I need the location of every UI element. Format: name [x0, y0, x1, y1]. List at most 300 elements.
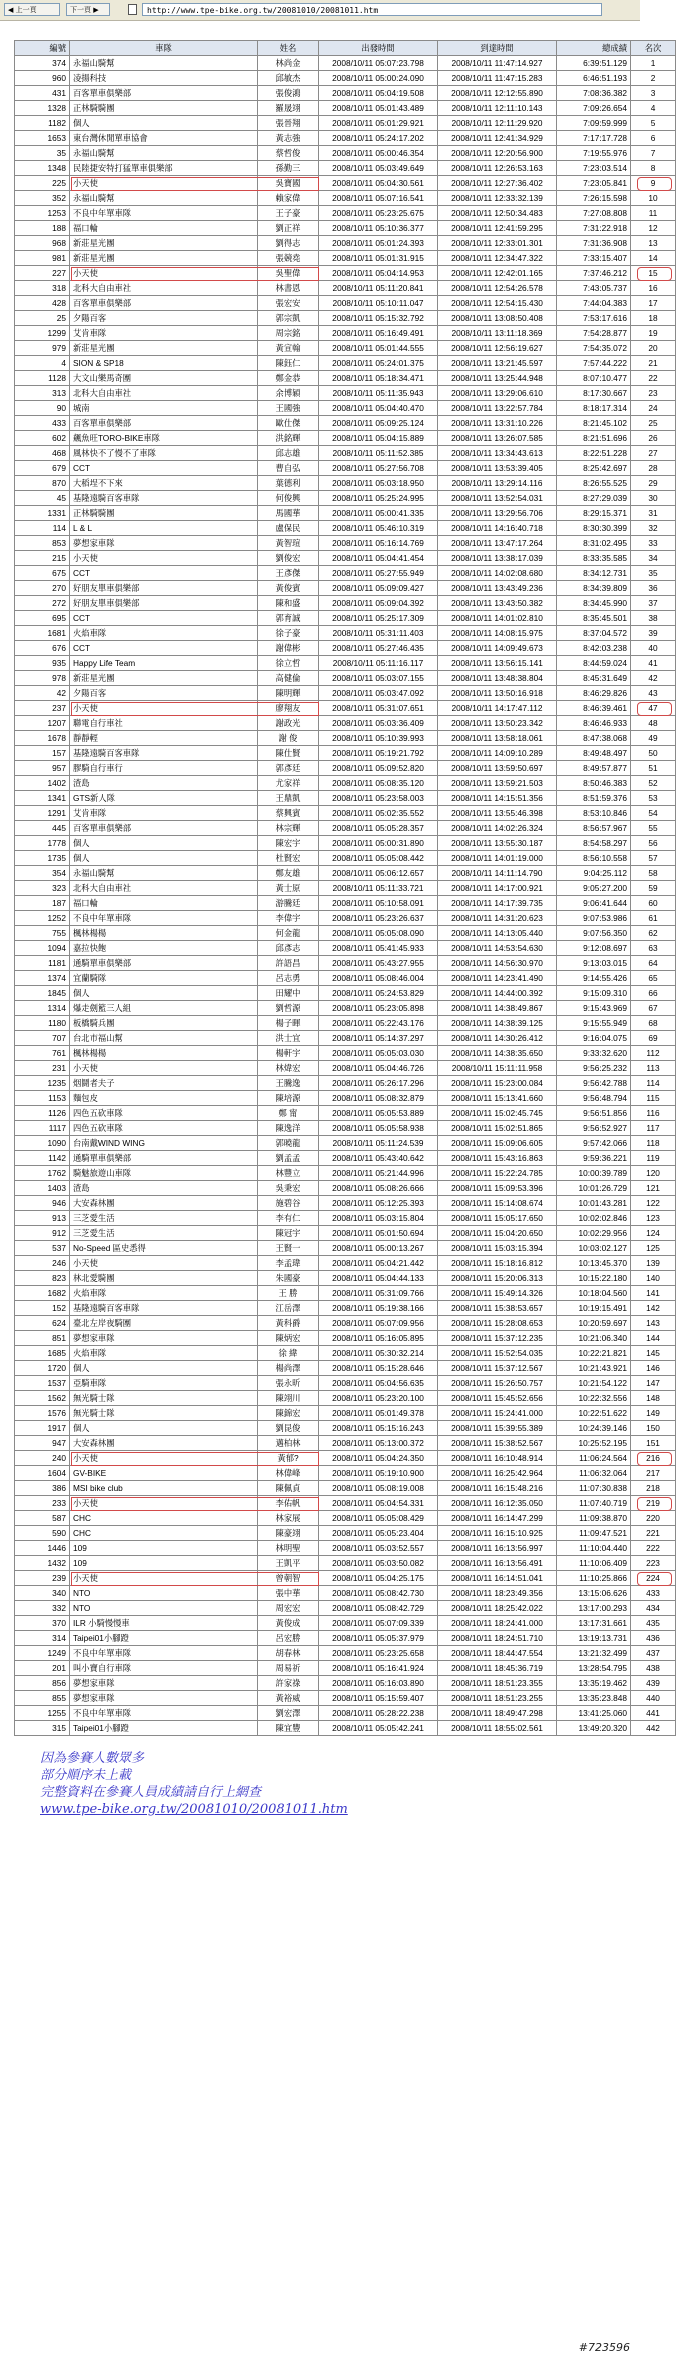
- cell-total: 9:56:51.856: [557, 1106, 631, 1121]
- cell-total: 9:13:03.015: [557, 956, 631, 971]
- cell-start: 2008/10/11 05:15:16.243: [319, 1421, 438, 1436]
- table-row: [15, 1256, 676, 1271]
- cell-team: 通騎單車俱樂部: [70, 956, 258, 971]
- cell-rank: 68: [631, 1016, 676, 1031]
- cell-finish: 2008/10/11 13:43:49.236: [438, 581, 557, 596]
- cell-id: 340: [15, 1586, 70, 1601]
- cell-start: 2008/10/11 05:16:03.890: [319, 1676, 438, 1691]
- note-line-2: 部分順序未上載: [40, 1768, 132, 1783]
- cell-start: 2008/10/11 05:11:24.539: [319, 1136, 438, 1151]
- cell-finish: 2008/10/11 15:38:52.567: [438, 1436, 557, 1451]
- cell-start: 2008/10/11 05:16:49.491: [319, 326, 438, 341]
- cell-total: 9:15:43.969: [557, 1001, 631, 1016]
- cell-rank: 5: [631, 116, 676, 131]
- cell-rank: 124: [631, 1226, 676, 1241]
- cell-id: 1207: [15, 716, 70, 731]
- cell-total: 8:18:17.314: [557, 401, 631, 416]
- table-row: [15, 506, 676, 521]
- cell-name: 陳和盛: [258, 596, 319, 611]
- cell-name: 張中華: [258, 1586, 319, 1601]
- table-row: [15, 1016, 676, 1031]
- cell-id: 227: [15, 266, 70, 281]
- cell-start: 2008/10/11 05:05:28.357: [319, 821, 438, 836]
- cell-finish: 2008/10/11 15:04:20.650: [438, 1226, 557, 1241]
- cell-rank: 142: [631, 1301, 676, 1316]
- cell-id: 433: [15, 416, 70, 431]
- cell-team: Taipei01小腳蹬: [70, 1631, 258, 1646]
- cell-finish: 2008/10/11 15:28:08.653: [438, 1316, 557, 1331]
- cell-start: 2008/10/11 05:04:46.726: [319, 1061, 438, 1076]
- cell-total: 8:44:59.024: [557, 656, 631, 671]
- cell-start: 2008/10/11 05:03:07.155: [319, 671, 438, 686]
- cell-start: 2008/10/11 05:23:20.100: [319, 1391, 438, 1406]
- cell-finish: 2008/10/11 16:15:10.925: [438, 1526, 557, 1541]
- cell-team: 艾肯車隊: [70, 806, 258, 821]
- cell-start: 2008/10/11 05:10:36.377: [319, 221, 438, 236]
- cell-name: 林豐立: [258, 1166, 319, 1181]
- forward-button[interactable]: 下一頁 ▶: [66, 3, 110, 16]
- cell-name: 謝政光: [258, 716, 319, 731]
- cell-name: 吳秉宏: [258, 1181, 319, 1196]
- cell-rank: 66: [631, 986, 676, 1001]
- cell-start: 2008/10/11 05:05:58.938: [319, 1121, 438, 1136]
- cell-total: 8:37:04.572: [557, 626, 631, 641]
- cell-name: 劉宏澤: [258, 1706, 319, 1721]
- table-row: [15, 491, 676, 506]
- watermark: #723596: [578, 2341, 630, 2354]
- table-row: [15, 896, 676, 911]
- cell-rank: 15: [631, 266, 676, 281]
- cell-name: 陳炳宏: [258, 1331, 319, 1346]
- cell-finish: 2008/10/11 15:39:55.389: [438, 1421, 557, 1436]
- cell-id: 468: [15, 446, 70, 461]
- cell-rank: 144: [631, 1331, 676, 1346]
- cell-finish: 2008/10/11 13:59:21.503: [438, 776, 557, 791]
- table-row: [15, 971, 676, 986]
- cell-team: NTO: [70, 1601, 258, 1616]
- cell-total: 11:09:47.521: [557, 1526, 631, 1541]
- cell-start: 2008/10/11 05:43:27.955: [319, 956, 438, 971]
- cell-rank: 50: [631, 746, 676, 761]
- cell-total: 8:56:57.967: [557, 821, 631, 836]
- cell-finish: 2008/10/11 13:47:17.264: [438, 536, 557, 551]
- cell-start: 2008/10/11 05:25:17.309: [319, 611, 438, 626]
- cell-id: 1253: [15, 206, 70, 221]
- table-row: [15, 446, 676, 461]
- cell-start: 2008/10/11 05:14:37.297: [319, 1031, 438, 1046]
- cell-start: 2008/10/11 05:04:41.454: [319, 551, 438, 566]
- cell-finish: 2008/10/11 18:45:36.719: [438, 1661, 557, 1676]
- cell-name: 張俊鴻: [258, 86, 319, 101]
- cell-team: 艾肯車隊: [70, 326, 258, 341]
- cell-rank: 121: [631, 1181, 676, 1196]
- cell-rank: 217: [631, 1466, 676, 1481]
- table-row: [15, 836, 676, 851]
- cell-id: 1255: [15, 1706, 70, 1721]
- cell-start: 2008/10/11 05:30:32.214: [319, 1346, 438, 1361]
- cell-rank: 17: [631, 296, 676, 311]
- cell-finish: 2008/10/11 12:11:29.920: [438, 116, 557, 131]
- table-row: [15, 191, 676, 206]
- cell-rank: 224: [631, 1571, 676, 1586]
- cell-finish: 2008/10/11 15:24:41.000: [438, 1406, 557, 1421]
- cell-finish: 2008/10/11 14:01:02.810: [438, 611, 557, 626]
- cell-id: 1341: [15, 791, 70, 806]
- cell-finish: 2008/10/11 13:11:18.369: [438, 326, 557, 341]
- table-row: [15, 1556, 676, 1571]
- header-id: 編號: [15, 41, 70, 56]
- cell-rank: 219: [631, 1496, 676, 1511]
- table-row: [15, 146, 676, 161]
- cell-total: 9:04:25.112: [557, 866, 631, 881]
- cell-start: 2008/10/11 05:19:10.900: [319, 1466, 438, 1481]
- cell-start: 2008/10/11 05:04:44.133: [319, 1271, 438, 1286]
- table-row: [15, 551, 676, 566]
- cell-id: 225: [15, 176, 70, 191]
- cell-start: 2008/10/11 05:26:17.296: [319, 1076, 438, 1091]
- cell-total: 8:21:51.696: [557, 431, 631, 446]
- cell-finish: 2008/10/11 18:51:23.355: [438, 1676, 557, 1691]
- cell-id: 960: [15, 71, 70, 86]
- cell-id: 215: [15, 551, 70, 566]
- cell-start: 2008/10/11 05:03:36.409: [319, 716, 438, 731]
- cell-team: 臺北左岸夜騎團: [70, 1316, 258, 1331]
- cell-name: 黃俊賓: [258, 581, 319, 596]
- cell-team: 正林騎騎團: [70, 101, 258, 116]
- cell-team: 新莊星光團: [70, 236, 258, 251]
- table-row: [15, 566, 676, 581]
- address-bar[interactable]: http://www.tpe-bike.org.tw/20081010/20081011.htm: [142, 3, 602, 16]
- cell-team: CHC: [70, 1526, 258, 1541]
- cell-id: 1090: [15, 1136, 70, 1151]
- cell-name: 黃志強: [258, 131, 319, 146]
- cell-name: 歐仕傑: [258, 416, 319, 431]
- cell-id: 1682: [15, 1286, 70, 1301]
- cell-id: 332: [15, 1601, 70, 1616]
- cell-total: 6:39:51.129: [557, 56, 631, 71]
- cell-total: 8:51:59.376: [557, 791, 631, 806]
- cell-total: 10:25:52.195: [557, 1436, 631, 1451]
- table-row: [15, 1331, 676, 1346]
- cell-start: 2008/10/11 05:31:09.766: [319, 1286, 438, 1301]
- cell-finish: 2008/10/11 12:33:32.139: [438, 191, 557, 206]
- cell-total: 7:08:36.382: [557, 86, 631, 101]
- cell-total: 9:06:41.644: [557, 896, 631, 911]
- cell-team: 小天使: [70, 1061, 258, 1076]
- cell-start: 2008/10/11 05:04:14.953: [319, 266, 438, 281]
- cell-start: 2008/10/11 05:03:18.950: [319, 476, 438, 491]
- cell-total: 11:09:38.870: [557, 1511, 631, 1526]
- cell-name: 高健倫: [258, 671, 319, 686]
- cell-total: 8:49:48.497: [557, 746, 631, 761]
- cell-team: 109: [70, 1541, 258, 1556]
- cell-finish: 2008/10/11 13:31:10.226: [438, 416, 557, 431]
- cell-rank: 69: [631, 1031, 676, 1046]
- note-line-3: 完整資料在參賽人員成績請自行上網查: [40, 1785, 262, 1800]
- cell-rank: 41: [631, 656, 676, 671]
- cell-name: 葉德利: [258, 476, 319, 491]
- cell-start: 2008/10/11 05:04:15.889: [319, 431, 438, 446]
- cell-finish: 2008/10/11 14:38:39.125: [438, 1016, 557, 1031]
- table-row: [15, 581, 676, 596]
- cell-id: 1762: [15, 1166, 70, 1181]
- cell-rank: 119: [631, 1151, 676, 1166]
- cell-total: 8:25:42.697: [557, 461, 631, 476]
- cell-start: 2008/10/11 05:46:10.319: [319, 521, 438, 536]
- table-row: [15, 791, 676, 806]
- cell-rank: 435: [631, 1616, 676, 1631]
- cell-rank: 14: [631, 251, 676, 266]
- cell-id: 856: [15, 1676, 70, 1691]
- table-row: [15, 536, 676, 551]
- cell-start: 2008/10/11 05:01:44.555: [319, 341, 438, 356]
- table-row: [15, 1631, 676, 1646]
- cell-team: 四色五砍車隊: [70, 1121, 258, 1136]
- cell-id: 947: [15, 1436, 70, 1451]
- cell-start: 2008/10/11 05:09:52.820: [319, 761, 438, 776]
- cell-start: 2008/10/11 05:08:19.008: [319, 1481, 438, 1496]
- cell-team: 北科大自由車社: [70, 281, 258, 296]
- cell-rank: 11: [631, 206, 676, 221]
- cell-name: 李有仁: [258, 1211, 319, 1226]
- cell-team: 百客單車俱樂部: [70, 821, 258, 836]
- cell-start: 2008/10/11 05:07:16.541: [319, 191, 438, 206]
- cell-team: MSI bike club: [70, 1481, 258, 1496]
- cell-finish: 2008/10/11 15:37:12.567: [438, 1361, 557, 1376]
- cell-team: 不良中年單車隊: [70, 911, 258, 926]
- cell-id: 1374: [15, 971, 70, 986]
- cell-finish: 2008/10/11 13:52:54.031: [438, 491, 557, 506]
- cell-name: 陳培源: [258, 1091, 319, 1106]
- table-row: [15, 1031, 676, 1046]
- cell-id: 152: [15, 1301, 70, 1316]
- cell-finish: 2008/10/11 15:18:16.812: [438, 1256, 557, 1271]
- cell-name: 張競堯: [258, 251, 319, 266]
- table-row: [15, 1676, 676, 1691]
- cell-start: 2008/10/11 05:24:01.375: [319, 356, 438, 371]
- cell-total: 10:15:22.180: [557, 1271, 631, 1286]
- cell-name: 陳鈺仁: [258, 356, 319, 371]
- cell-total: 10:18:04.560: [557, 1286, 631, 1301]
- cell-team: 飆魚旺TORO-BIKE車隊: [70, 431, 258, 446]
- cell-total: 9:16:04.075: [557, 1031, 631, 1046]
- cell-finish: 2008/10/11 14:02:08.680: [438, 566, 557, 581]
- cell-team: GTS新人隊: [70, 791, 258, 806]
- cell-team: 基隆遠騎百客車隊: [70, 1301, 258, 1316]
- cell-finish: 2008/10/11 15:20:06.313: [438, 1271, 557, 1286]
- cell-start: 2008/10/11 05:41:45.933: [319, 941, 438, 956]
- cell-id: 602: [15, 431, 70, 446]
- cell-name: 朱國豪: [258, 1271, 319, 1286]
- cell-rank: 149: [631, 1406, 676, 1421]
- cell-total: 8:34:12.731: [557, 566, 631, 581]
- table-row: [15, 746, 676, 761]
- cell-id: 695: [15, 611, 70, 626]
- cell-start: 2008/10/11 05:11:33.721: [319, 881, 438, 896]
- cell-team: 百客單車俱樂部: [70, 296, 258, 311]
- cell-rank: 223: [631, 1556, 676, 1571]
- cell-team: 百客單車俱樂部: [70, 86, 258, 101]
- cell-team: 福口輪: [70, 221, 258, 236]
- cell-name: 李偉宇: [258, 911, 319, 926]
- cell-name: 王國強: [258, 401, 319, 416]
- cell-name: 杜賢宏: [258, 851, 319, 866]
- cell-rank: 6: [631, 131, 676, 146]
- cell-start: 2008/10/11 05:03:50.082: [319, 1556, 438, 1571]
- cell-name: 郭宗凱: [258, 311, 319, 326]
- cell-finish: 2008/10/11 14:17:47.112: [438, 701, 557, 716]
- cell-rank: 220: [631, 1511, 676, 1526]
- cell-total: 13:17:00.293: [557, 1601, 631, 1616]
- cell-total: 8:29:15.371: [557, 506, 631, 521]
- cell-total: 11:06:24.564: [557, 1451, 631, 1466]
- cell-start: 2008/10/11 05:04:30.561: [319, 176, 438, 191]
- cell-finish: 2008/10/11 13:38:17.039: [438, 551, 557, 566]
- cell-id: 233: [15, 1496, 70, 1511]
- cell-id: 240: [15, 1451, 70, 1466]
- cell-finish: 2008/10/11 12:34:47.322: [438, 251, 557, 266]
- cell-team: 夕陽百客: [70, 686, 258, 701]
- cell-id: 1291: [15, 806, 70, 821]
- cell-id: 354: [15, 866, 70, 881]
- table-row: [15, 1181, 676, 1196]
- cell-name: 郭彥廷: [258, 761, 319, 776]
- table-row: [15, 1646, 676, 1661]
- cell-rank: 38: [631, 611, 676, 626]
- cell-id: 1182: [15, 116, 70, 131]
- cell-rank: 438: [631, 1661, 676, 1676]
- cell-id: 386: [15, 1481, 70, 1496]
- cell-team: 109: [70, 1556, 258, 1571]
- cell-id: 968: [15, 236, 70, 251]
- cell-start: 2008/10/11 05:11:16.117: [319, 656, 438, 671]
- table-row: [15, 1511, 676, 1526]
- table-row: [15, 641, 676, 656]
- cell-id: 35: [15, 146, 70, 161]
- cell-rank: 10: [631, 191, 676, 206]
- cell-id: 25: [15, 311, 70, 326]
- cell-start: 2008/10/11 05:04:56.635: [319, 1376, 438, 1391]
- cell-total: 9:07:53.986: [557, 911, 631, 926]
- cell-id: 428: [15, 296, 70, 311]
- cell-total: 9:33:32.620: [557, 1046, 631, 1061]
- header-total-time: 總成績: [557, 41, 631, 56]
- cell-total: 13:17:31.661: [557, 1616, 631, 1631]
- table-row: [15, 1091, 676, 1106]
- cell-team: 亞騎車隊: [70, 1376, 258, 1391]
- back-button[interactable]: ◀ 上一頁: [4, 3, 60, 16]
- cell-rank: 60: [631, 896, 676, 911]
- cell-total: 11:10:04.440: [557, 1541, 631, 1556]
- cell-total: 10:00:39.789: [557, 1166, 631, 1181]
- cell-id: 90: [15, 401, 70, 416]
- cell-total: 7:53:17.616: [557, 311, 631, 326]
- cell-team: 爆走劍籃三人組: [70, 1001, 258, 1016]
- cell-team: 夢想家車隊: [70, 536, 258, 551]
- cell-rank: 9: [631, 176, 676, 191]
- cell-rank: 19: [631, 326, 676, 341]
- cell-rank: 49: [631, 731, 676, 746]
- table-row: [15, 206, 676, 221]
- cell-team: 夢想家車隊: [70, 1676, 258, 1691]
- table-row: [15, 56, 676, 71]
- cell-name: 吳寶國: [258, 176, 319, 191]
- cell-name: 劉正祥: [258, 221, 319, 236]
- cell-rank: 125: [631, 1241, 676, 1256]
- cell-team: 聯電自行車社: [70, 716, 258, 731]
- table-row: [15, 1691, 676, 1706]
- table-row: [15, 1316, 676, 1331]
- cell-finish: 2008/10/11 14:17:39.735: [438, 896, 557, 911]
- cell-start: 2008/10/11 05:15:32.792: [319, 311, 438, 326]
- cell-total: 8:17:30.667: [557, 386, 631, 401]
- cell-name: 陳仕賢: [258, 746, 319, 761]
- cell-finish: 2008/10/11 11:47:14.927: [438, 56, 557, 71]
- cell-rank: 53: [631, 791, 676, 806]
- cell-finish: 2008/10/11 12:42:01.165: [438, 266, 557, 281]
- cell-team: CCT: [70, 611, 258, 626]
- table-row: [15, 611, 676, 626]
- note-line-1: 因為參賽人數眾多: [40, 1751, 145, 1766]
- cell-rank: 29: [631, 476, 676, 491]
- table-row: [15, 1376, 676, 1391]
- table-row: [15, 476, 676, 491]
- cell-name: 林書恩: [258, 281, 319, 296]
- cell-finish: 2008/10/11 15:02:45.745: [438, 1106, 557, 1121]
- cell-name: 陳宜豐: [258, 1721, 319, 1736]
- cell-total: 8:56:10.558: [557, 851, 631, 866]
- cell-id: 157: [15, 746, 70, 761]
- cell-name: 江岳澤: [258, 1301, 319, 1316]
- table-row: [15, 1481, 676, 1496]
- cell-team: CCT: [70, 566, 258, 581]
- cell-team: 夕陽百客: [70, 311, 258, 326]
- table-row: [15, 1661, 676, 1676]
- cell-name: 徐子豪: [258, 626, 319, 641]
- table-row: [15, 686, 676, 701]
- cell-name: 劉得志: [258, 236, 319, 251]
- table-row: [15, 266, 676, 281]
- table-row: [15, 131, 676, 146]
- cell-name: 邱志雄: [258, 446, 319, 461]
- cell-start: 2008/10/11 05:07:09.956: [319, 1316, 438, 1331]
- cell-total: 9:05:27.200: [557, 881, 631, 896]
- table-row: [15, 1001, 676, 1016]
- cell-id: 187: [15, 896, 70, 911]
- cell-total: 8:21:45.102: [557, 416, 631, 431]
- cell-finish: 2008/10/11 15:22:24.785: [438, 1166, 557, 1181]
- cell-team: 台南戴WIND WING: [70, 1136, 258, 1151]
- cell-name: 陳豪翊: [258, 1526, 319, 1541]
- table-row: [15, 1211, 676, 1226]
- results-table-container: [14, 40, 662, 1736]
- cell-rank: 52: [631, 776, 676, 791]
- table-row: [15, 356, 676, 371]
- cell-rank: 221: [631, 1526, 676, 1541]
- browser-toolbar: [0, 0, 640, 21]
- cell-finish: 2008/10/11 14:09:10.289: [438, 746, 557, 761]
- cell-finish: 2008/10/11 18:24:41.000: [438, 1616, 557, 1631]
- cell-start: 2008/10/11 05:27:56.708: [319, 461, 438, 476]
- cell-start: 2008/10/11 05:18:34.471: [319, 371, 438, 386]
- table-row: [15, 236, 676, 251]
- cell-total: 8:26:55.525: [557, 476, 631, 491]
- cell-team: 楓林楊楊: [70, 1046, 258, 1061]
- cell-finish: 2008/10/11 14:11:14.790: [438, 866, 557, 881]
- cell-team: 小天使: [70, 551, 258, 566]
- cell-id: 981: [15, 251, 70, 266]
- cell-team: No-Speed 區史悉得: [70, 1241, 258, 1256]
